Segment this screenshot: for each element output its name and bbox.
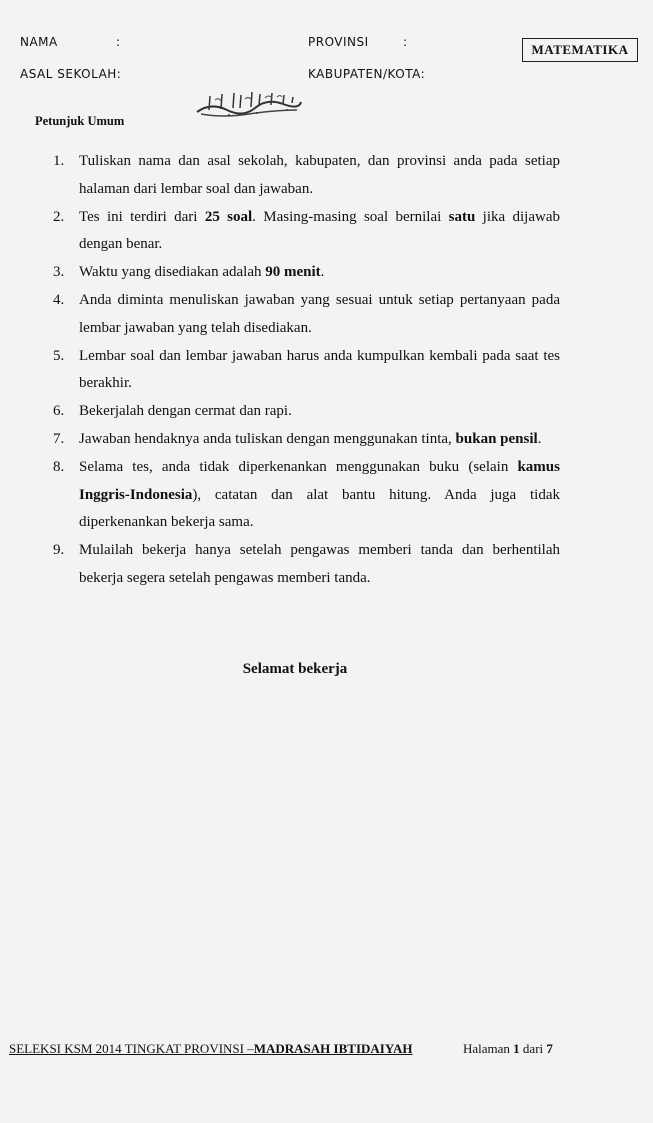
instruction-number: 7. <box>53 431 65 448</box>
school-label: ASAL SEKOLAH: <box>20 67 122 81</box>
basmalah-calligraphy <box>193 88 305 120</box>
page-label: Halaman <box>463 1041 514 1056</box>
text-run: Jawaban hendaknya anda tuliskan dengan menggunakan tinta, <box>79 431 456 448</box>
instruction-text <box>79 343 560 398</box>
page-sep: dari <box>519 1041 547 1056</box>
text-run: Tuliskan nama dan asal sekolah, kabupaten, dan provinsi anda pada setiap halaman dari lembar soal dan jawaban. <box>79 153 560 197</box>
province-label: PROVINSI <box>308 35 369 49</box>
instruction-item <box>49 426 560 454</box>
page-current: 1 <box>513 1041 520 1056</box>
name-label: NAMA <box>20 35 58 49</box>
instruction-text <box>79 204 560 259</box>
instruction-text <box>79 426 560 454</box>
text-run: jika dijawab dengan benar. <box>79 208 560 253</box>
instruction-number: 1. <box>53 153 65 169</box>
instruction-number: 3. <box>53 264 65 281</box>
instruction-item <box>49 287 560 342</box>
subject-box <box>522 38 638 62</box>
emphasis-text: 25 soal <box>204 208 253 225</box>
text-run: Tes ini terdiri dari <box>79 208 205 225</box>
footer-prefix: SELEKSI KSM 2014 TINGKAT PROVINSI – <box>9 1041 254 1056</box>
text-run: . <box>537 431 542 448</box>
text-run: Lembar soal dan lembar jawaban harus anda kumpulkan kembali pada saat tes berakhir. <box>79 347 560 392</box>
emphasis-text: 90 menit <box>265 264 321 281</box>
footer-level: MADRASAH IBTIDAIYAH <box>253 1041 413 1056</box>
closing-text: Selamat bekerja <box>242 661 348 677</box>
text-run: Mulailah bekerja hanya setelah pengawas memberi tanda dan berhentilah bekerja segera setelah pengawas memberi tanda. <box>79 542 560 587</box>
instruction-number: 9. <box>53 542 65 559</box>
footer-exam-title <box>9 1041 413 1057</box>
instruction-text <box>79 454 560 537</box>
instruction-number: 8. <box>53 459 65 476</box>
province-colon: : <box>403 35 408 49</box>
instruction-item <box>49 398 560 426</box>
district-label: KABUPATEN/KOTA: <box>308 67 426 81</box>
page-total: 7 <box>546 1041 553 1056</box>
text-run: Waktu yang disediakan adalah <box>79 264 266 281</box>
footer-page-number <box>463 1041 553 1057</box>
instruction-text <box>79 398 560 426</box>
instruction-number: 5. <box>53 347 65 364</box>
subject-label: MATEMATIKA <box>531 42 629 57</box>
instruction-item <box>49 204 560 259</box>
instruction-text <box>79 259 560 287</box>
instruction-item <box>49 259 560 287</box>
emphasis-text: kamus Inggris-Indonesia <box>79 459 560 503</box>
instruction-number: 4. <box>53 292 65 309</box>
instruction-number: 2. <box>53 208 65 225</box>
text-run: ), catatan dan alat bantu hitung. Anda juga tidak diperkenankan bekerja sama. <box>79 486 560 531</box>
text-run: . Masing-masing soal bernilai <box>252 208 449 225</box>
text-run: Selama tes, anda tidak diperkenankan menggunakan buku (selain <box>79 459 518 476</box>
instructions-list <box>49 148 560 593</box>
emphasis-text: bukan pensil <box>455 431 538 448</box>
instruction-text <box>79 148 560 203</box>
instructions-title: Petunjuk Umum <box>35 114 125 128</box>
emphasis-text: satu <box>448 208 476 225</box>
instruction-text <box>79 537 560 592</box>
instruction-item <box>49 148 560 203</box>
text-run: Anda diminta menuliskan jawaban yang sesuai untuk setiap pertanyaan pada lembar jawaban yang telah disediakan. <box>79 292 560 336</box>
instruction-text <box>79 287 560 342</box>
instruction-number: 6. <box>53 403 65 420</box>
text-run: Bekerjalah dengan cermat dan rapi. <box>79 403 292 420</box>
text-run: . <box>320 264 325 281</box>
instruction-item <box>49 343 560 398</box>
instruction-item <box>49 537 560 592</box>
name-colon: : <box>116 35 121 49</box>
instruction-item <box>49 454 560 537</box>
